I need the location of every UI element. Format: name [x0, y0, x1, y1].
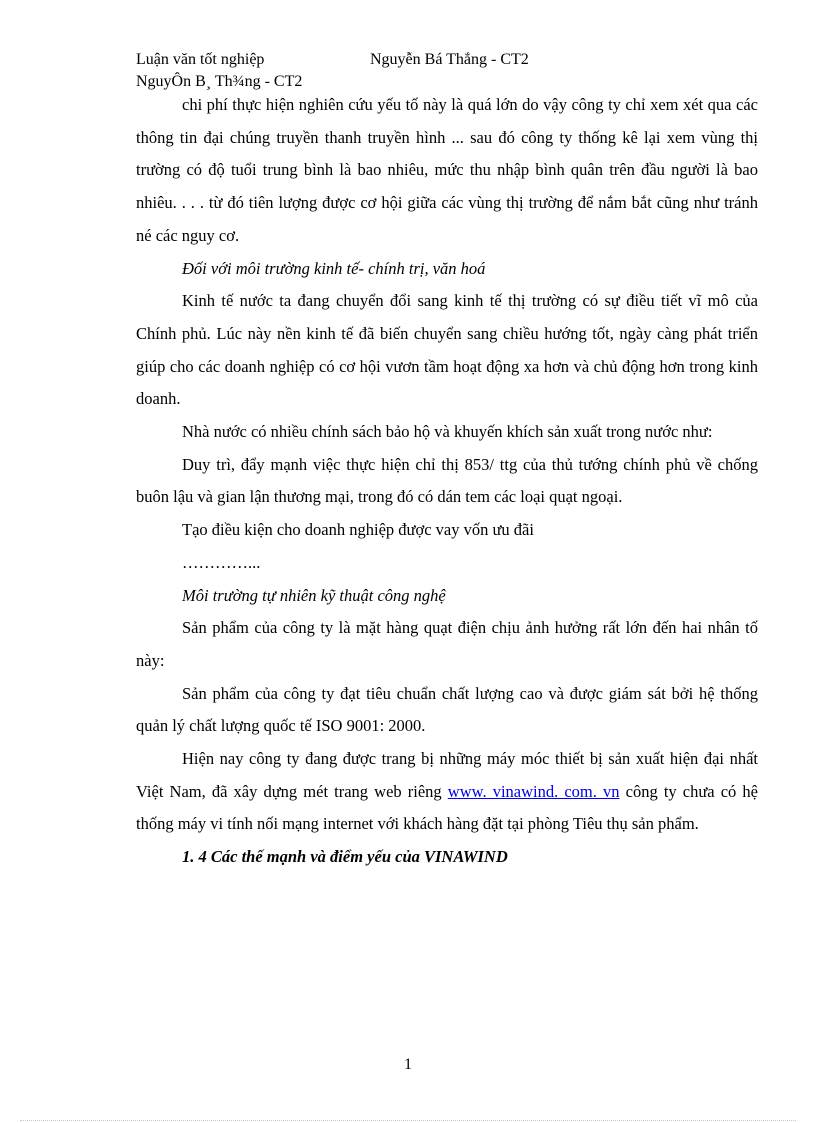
header-author: Nguyễn Bá Thắng - CT2	[370, 51, 529, 68]
heading-economic-environment: Đối với môi trường kinh tế- chính trị, văn hoá	[182, 258, 486, 278]
header-document-title: Luận văn tốt nghiệp	[136, 51, 265, 68]
paragraph-state-policy: Nhà nước có nhiều chính sách bảo hộ và khuyến khích sản xuất trong nước như:	[182, 422, 713, 442]
header-author-garbled: NguyÔn B¸ Th¾ng - CT2	[136, 73, 303, 90]
paragraph-product-factors: Sản phẩm của công ty là mặt hàng quạt điện chịu ảnh hưởng rất lớn đến hai nhân tố này:	[136, 618, 758, 670]
paragraph-market-research: chi phí thực hiện nghiên cứu yếu tố này là quá lớn do vậy công ty chỉ xem xét qua các thông tin đại chúng truyền thanh truyền hình ... sau đó công ty thống kê lại xem vùng thị trường có độ tuổi trung bình là bao nhiêu, mức thu nhập bình quân trên đầu người là bao nhiêu. . . . từ đó tiên lượng được cơ hội giữa các vùng thị trường để nắm bắt cũng như tránh né các nguy cơ.	[136, 95, 758, 245]
paragraph-equipment-website	[136, 743, 758, 841]
paragraph-preferential-loans: Tạo điều kiện cho doanh nghiệp được vay vốn ưu đãi	[182, 520, 534, 540]
heading-tech-environment: Môi trường tự nhiên kỹ thuật công nghệ	[182, 585, 446, 605]
paragraph-equipment-text: Hiện nay công ty đang được trang bị những máy móc thiết bị sản xuất hiện đại nhất Việt Nam, đã xây dựng mét trang web riêng	[136, 749, 758, 801]
page-bottom-divider	[20, 1120, 796, 1121]
website-link[interactable]: www. vinawind. com. vn	[447, 781, 620, 801]
paragraph-ellipsis: …………...	[182, 552, 261, 572]
paragraph-iso-quality: Sản phẩm của công ty đạt tiêu chuẩn chất lượng cao và được giám sát bởi hệ thống quản lý chất lượng quốc tế ISO 9001: 2000.	[136, 683, 758, 736]
page-number: 1	[404, 1056, 412, 1073]
section-heading-strengths-weaknesses: 1. 4 Các thế mạnh và điểm yếu của VINAWIND	[182, 847, 508, 867]
paragraph-anti-smuggling: Duy trì, đẩy mạnh việc thực hiện chỉ thị 853/ ttg của thủ tướng chính phủ về chống buôn lậu và gian lận thương mại, trong đó có dán tem các loại quạt ngoại.	[136, 454, 758, 507]
document-body	[136, 89, 758, 874]
paragraph-equipment-text-after: công ty chưa có hệ thống máy vi tính nối mạng internet với khách hàng đặt tại phòng Tiêu thụ sản phẩm.	[136, 781, 758, 834]
paragraph-economy: Kinh tế nước ta đang chuyển đổi sang kinh tế thị trường có sự điều tiết vĩ mô của Chính phủ. Lúc này nền kinh tế đã biến chuyển sang chiều hướng tốt, ngày càng phát triển giúp cho các doanh nghiệp có cơ hội vươn tầm hoạt động xa hơn và chủ động hơn trong kinh doanh.	[136, 291, 758, 409]
